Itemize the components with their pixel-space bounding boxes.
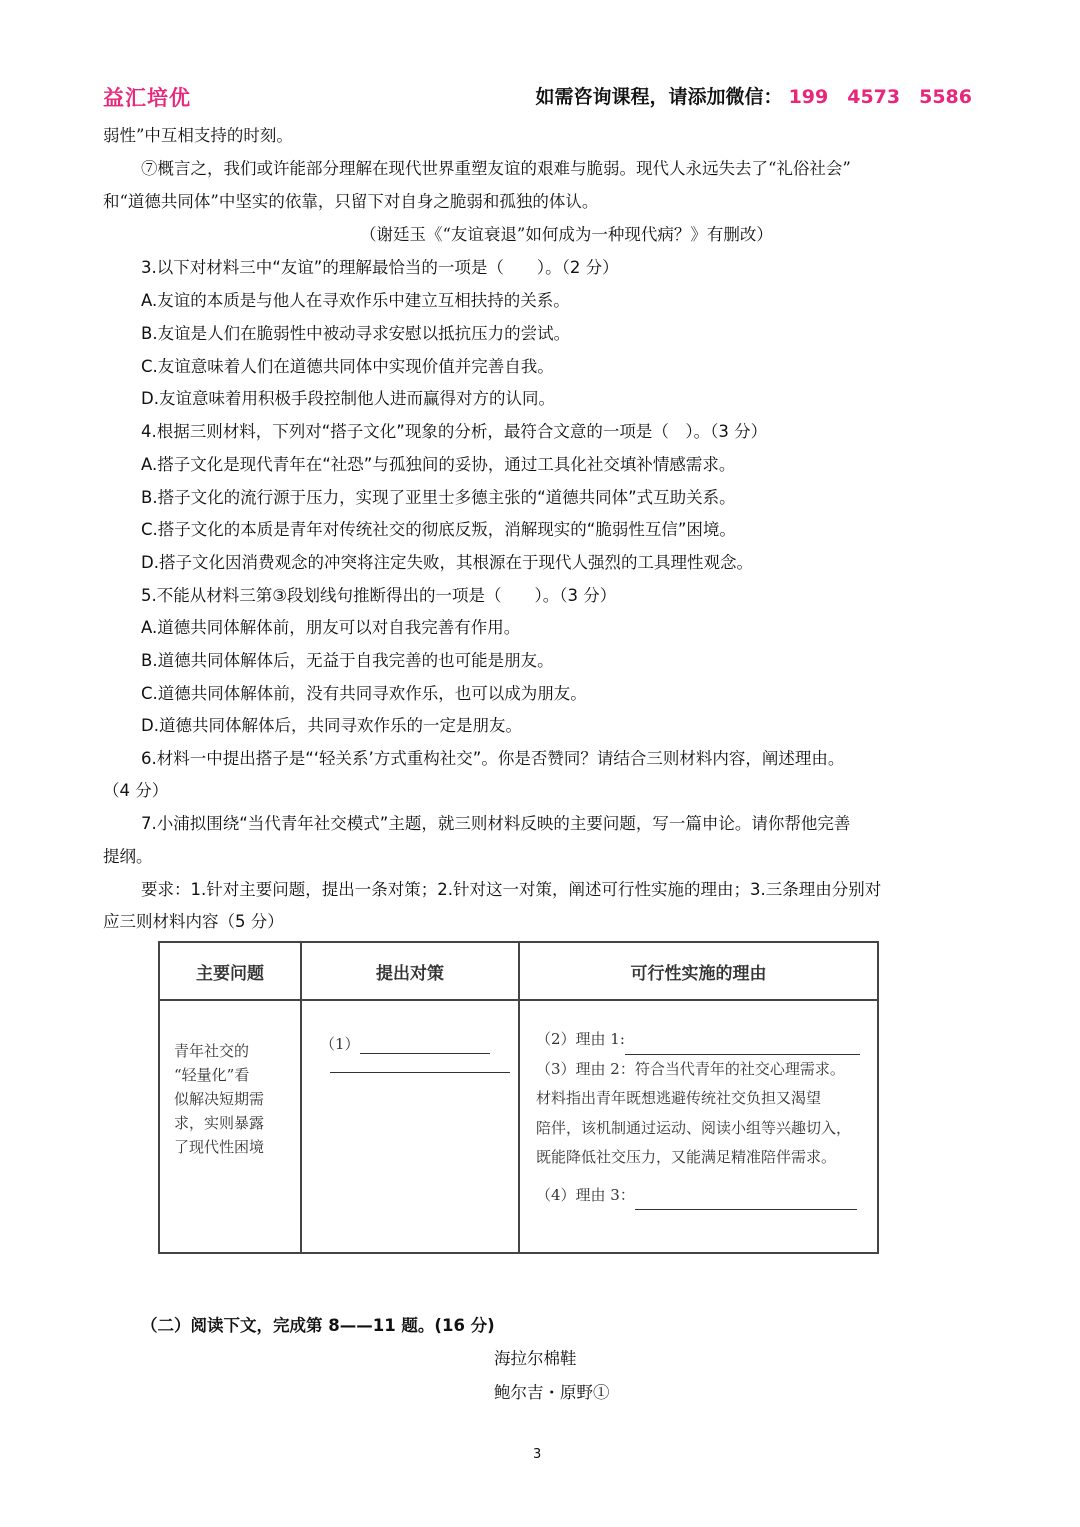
option: C.搭子文化的本质是青年对传统社交的彻底反叛，消解现实的“脆弱性互信”困境。 xyxy=(141,520,736,539)
reason-2-line: 材料指出青年既想逃避传统社交负担又渴望 xyxy=(536,1089,822,1107)
option: B.道德共同体解体后，无益于自我完善的也可能是朋友。 xyxy=(141,651,554,670)
answer-blank[interactable] xyxy=(635,1191,857,1210)
option: D.搭子文化因消费观念的冲突将注定失败，其根源在于现代人强烈的工具理性观念。 xyxy=(141,553,753,572)
reason-2-line: 陪伴，该机制通过运动、阅读小组等兴趣切入， xyxy=(536,1118,852,1137)
story-title: 海拉尔棉鞋 xyxy=(494,1349,577,1368)
question-5: 5.不能从材料三第③段划线句推断得出的一项是（ ）。（3 分） xyxy=(141,586,617,605)
measure-label: （1） xyxy=(320,1035,360,1053)
passage-line: 和“道德共同体”中坚实的依靠，只留下对自身之脆弱和孤独的体认。 xyxy=(103,192,599,211)
option: A.搭子文化是现代青年在“社恐”与孤独间的妥协，通过工具化社交填补情感需求。 xyxy=(141,455,736,474)
contact-label: 如需咨询课程，请添加微信： xyxy=(535,86,783,108)
option: A.友谊的本质是与他人在寻欢作乐中建立互相扶持的关系。 xyxy=(141,291,570,310)
reason-1-label: （2）理由 1: xyxy=(536,1030,625,1048)
question-3: 3.以下对材料三中“友谊”的理解最恰当的一项是（ ）。（2 分） xyxy=(141,258,619,277)
option: D.友谊意味着用积极手段控制他人进而赢得对方的认同。 xyxy=(141,389,555,408)
citation: （谢廷玉《“友谊衰退”如何成为一种现代病？》有删改） xyxy=(360,225,773,244)
problem-line: 了现代性困境 xyxy=(174,1138,265,1156)
passage-line: ⑦概言之，我们或许能部分理解在现代世界重塑友谊的艰难与脆弱。现代人永远失去了“礼俗社会” xyxy=(141,159,851,178)
question-6-cont: （4 分） xyxy=(103,781,169,800)
answer-blank[interactable] xyxy=(625,1036,860,1055)
question-7: 7.小浦拟围绕“当代青年社交模式”主题，就三则材料反映的主要问题，写一篇申论。请你帮他完善 xyxy=(141,814,851,833)
reason-3-label: （4）理由 3： xyxy=(536,1185,635,1204)
section-heading: （二）阅读下文，完成第 8——11 题。(16 分) xyxy=(141,1316,495,1335)
measure-cell xyxy=(301,1000,519,1253)
requirements: 要求：1.针对主要问题，提出一条对策；2.针对这一对策，阐述可行性实施的理由；3.三条理由分别对 xyxy=(141,880,882,899)
story-author: 鲍尔吉・原野① xyxy=(494,1383,610,1402)
table-header-problem: 主要问题 xyxy=(159,942,301,1000)
requirements-cont: 应三则材料内容（5 分） xyxy=(103,912,284,931)
reason-cell xyxy=(519,1000,878,1253)
option: D.道德共同体解体后，共同寻欢作乐的一定是朋友。 xyxy=(141,716,522,735)
problem-cell xyxy=(159,1000,301,1253)
table-header-measure: 提出对策 xyxy=(301,942,519,1000)
problem-line: 青年社交的 xyxy=(174,1042,250,1060)
answer-blank[interactable] xyxy=(360,1037,490,1054)
problem-line: “轻量化”看 xyxy=(174,1066,250,1084)
table-header-reason: 可行性实施的理由 xyxy=(519,942,878,1000)
question-7-cont: 提纲。 xyxy=(103,847,153,866)
table-row xyxy=(159,1000,878,1253)
question-4: 4.根据三则材料，下列对“搭子文化”现象的分析，最符合文意的一项是（ ）。（3 分） xyxy=(141,422,768,441)
reason-2-line: （3）理由 2：符合当代青年的社交心理需求。 xyxy=(536,1059,845,1078)
table-header-row xyxy=(159,942,878,1000)
brand-logo-text: 益汇培优 xyxy=(103,86,191,110)
problem-line: 似解决短期需 xyxy=(174,1090,265,1108)
answer-blank[interactable] xyxy=(330,1072,510,1073)
option: A.道德共同体解体前，朋友可以对自我完善有作用。 xyxy=(141,618,521,637)
reason-2-line: 既能降低社交压力，又能满足精准陪伴需求。 xyxy=(536,1148,837,1166)
outline-table xyxy=(158,941,879,1254)
contact-phone: 199 4573 5586 xyxy=(788,86,972,108)
option: B.友谊是人们在脆弱性中被动寻求安慰以抵抗压力的尝试。 xyxy=(141,324,571,343)
page-number: 3 xyxy=(533,1447,542,1462)
question-6: 6.材料一中提出搭子是“‘轻关系’方式重构社交”。你是否赞同？请结合三则材料内容，阐述理由。 xyxy=(141,749,845,768)
option: C.道德共同体解体前，没有共同寻欢作乐，也可以成为朋友。 xyxy=(141,684,587,703)
contact-info xyxy=(536,82,972,109)
option: B.搭子文化的流行源于压力，实现了亚里士多德主张的“道德共同体”式互助关系。 xyxy=(141,488,736,507)
problem-line: 求，实则暴露 xyxy=(174,1114,265,1132)
option: C.友谊意味着人们在道德共同体中实现价值并完善自我。 xyxy=(141,357,554,376)
passage-line: 弱性”中互相支持的时刻。 xyxy=(103,126,293,145)
